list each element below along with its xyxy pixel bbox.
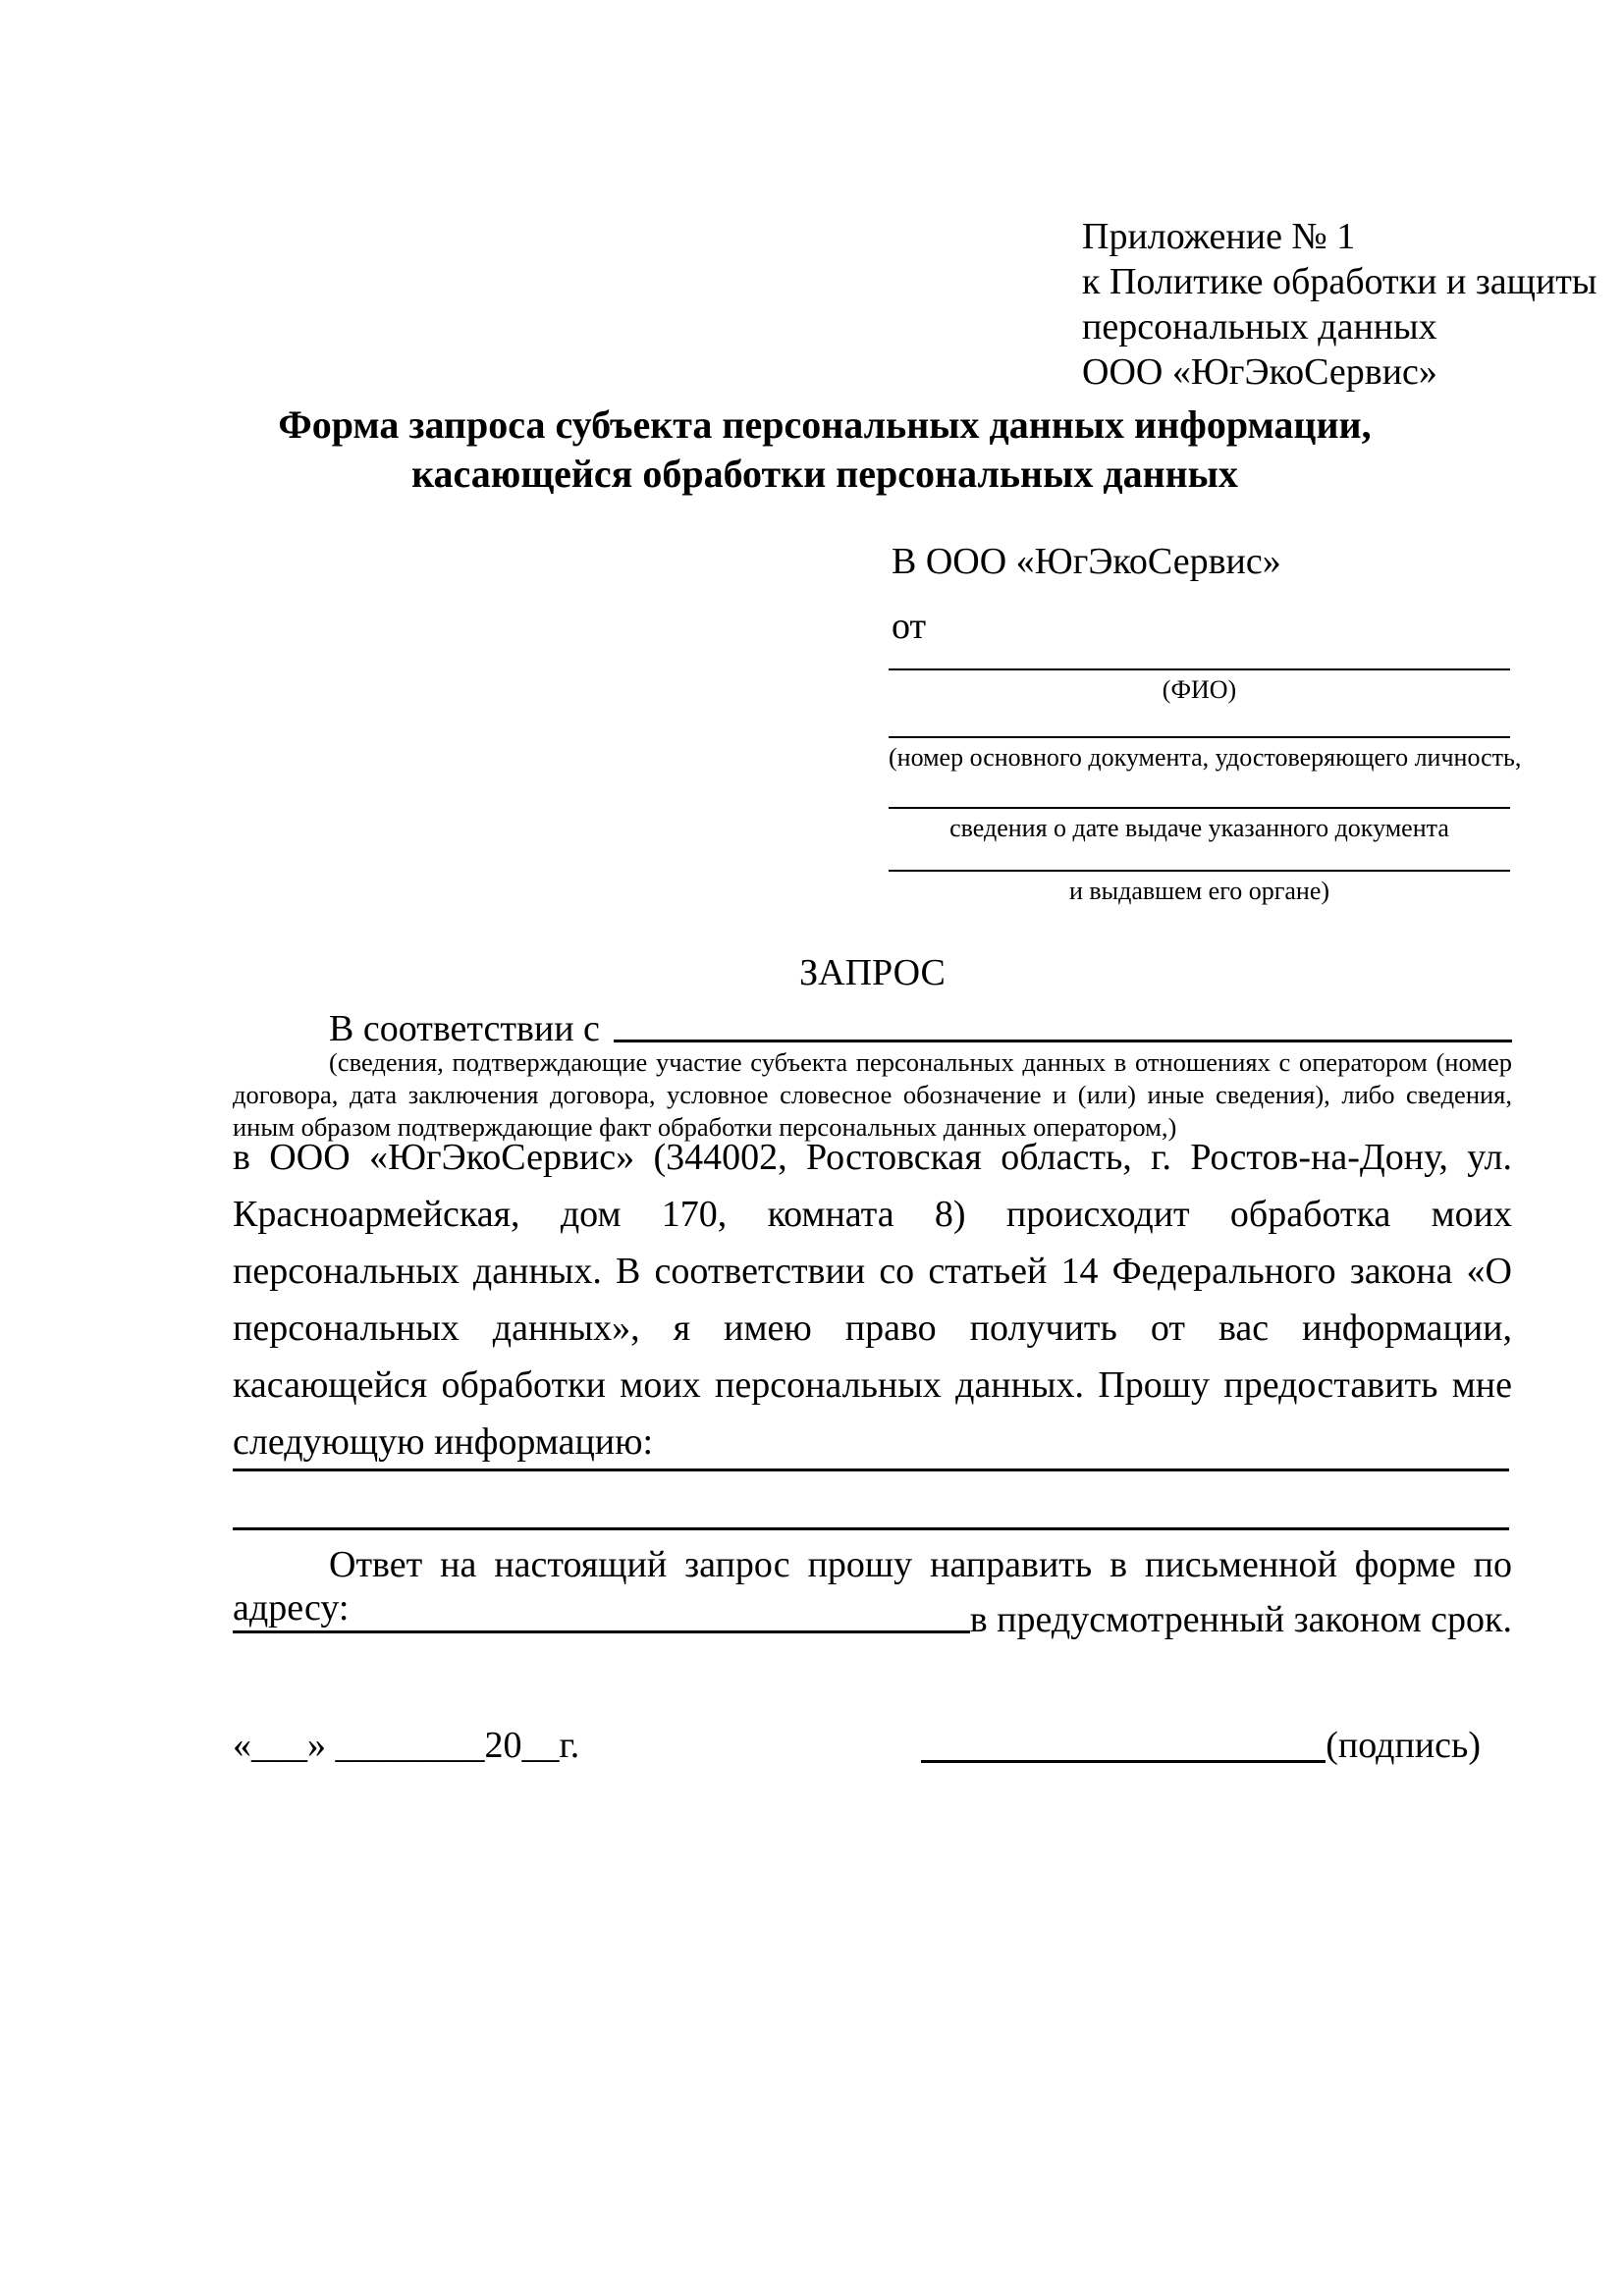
appendix-line: ООО «ЮгЭкоСервис» (1082, 351, 1437, 393)
fio-blank-line (889, 668, 1510, 670)
accordance-blank-line (614, 1007, 1512, 1042)
addressee-from-label: от (892, 606, 927, 647)
signature-row (921, 1724, 1481, 1769)
appendix-line: к Политике обработки и защиты (1082, 261, 1597, 302)
appendix-line: персональных данных (1082, 306, 1437, 347)
fio-caption: (ФИО) (1162, 675, 1237, 704)
document-number-blank-line (889, 736, 1510, 738)
body-paragraph: в ООО «ЮгЭкоСервис» (344002, Ростовская область, г. Ростов-на-Дону, ул. Красноармейская, дом 170, комната 8) происходит обработка моих персональных данных. В соответствии со статьей 14 Федерального закона «О персональных данных», я имею право получить от вас информации, касающейся обработки моих персональных данных. Прошу предоставить мне следующую информацию: (233, 1137, 1512, 1463)
page-title (137, 400, 1512, 499)
page-title-line-2: касающейся обработки персональных данных (411, 452, 1238, 496)
signature-caption: (подпись) (1326, 1725, 1481, 1766)
request-heading: ЗАПРОС (799, 952, 946, 993)
addressee-organization: В ООО «ЮгЭкоСервис» (892, 541, 1281, 582)
reply-address-row (233, 1598, 1512, 1640)
appendix-block (1082, 214, 1597, 395)
issue-date-caption: сведения о дате выдаче указанного документа (949, 814, 1449, 842)
issuing-authority-blank-line (889, 870, 1510, 872)
reply-paragraph: Ответ на настоящий запрос прошу направить в письменной форме по адресу: (233, 1544, 1512, 1629)
issue-date-blank-line (889, 807, 1510, 809)
info-blank-line-2 (233, 1527, 1509, 1530)
accordance-row (233, 1007, 1512, 1049)
accordance-lead-text: В соответствии с (329, 1008, 600, 1049)
accordance-fine-print: (сведения, подтверждающие участие субъекта персональных данных в отношениях с оператором (номер договора, дата заключения договора, условное словесное обозначение и (или) иные сведения), либо сведения, иным образом подтверждающие факт обработки персональных данных оператором,) (233, 1047, 1512, 1142)
date-blank: «___» ________20__г. (233, 1725, 580, 1766)
appendix-line: Приложение № 1 (1082, 216, 1356, 257)
issuing-authority-caption: и выдавшем его органе) (1068, 877, 1330, 905)
page-title-line-1: Форма запроса субъекта персональных данных информации, (278, 402, 1372, 447)
signature-blank-line (921, 1724, 1326, 1763)
document-number-caption: (номер основного документа, удостоверяющего личность, (889, 743, 1522, 772)
reply-tail-text: в предусмотренный законом срок. (969, 1599, 1512, 1640)
info-blank-line-1 (233, 1468, 1509, 1471)
address-blank-line (233, 1598, 970, 1633)
